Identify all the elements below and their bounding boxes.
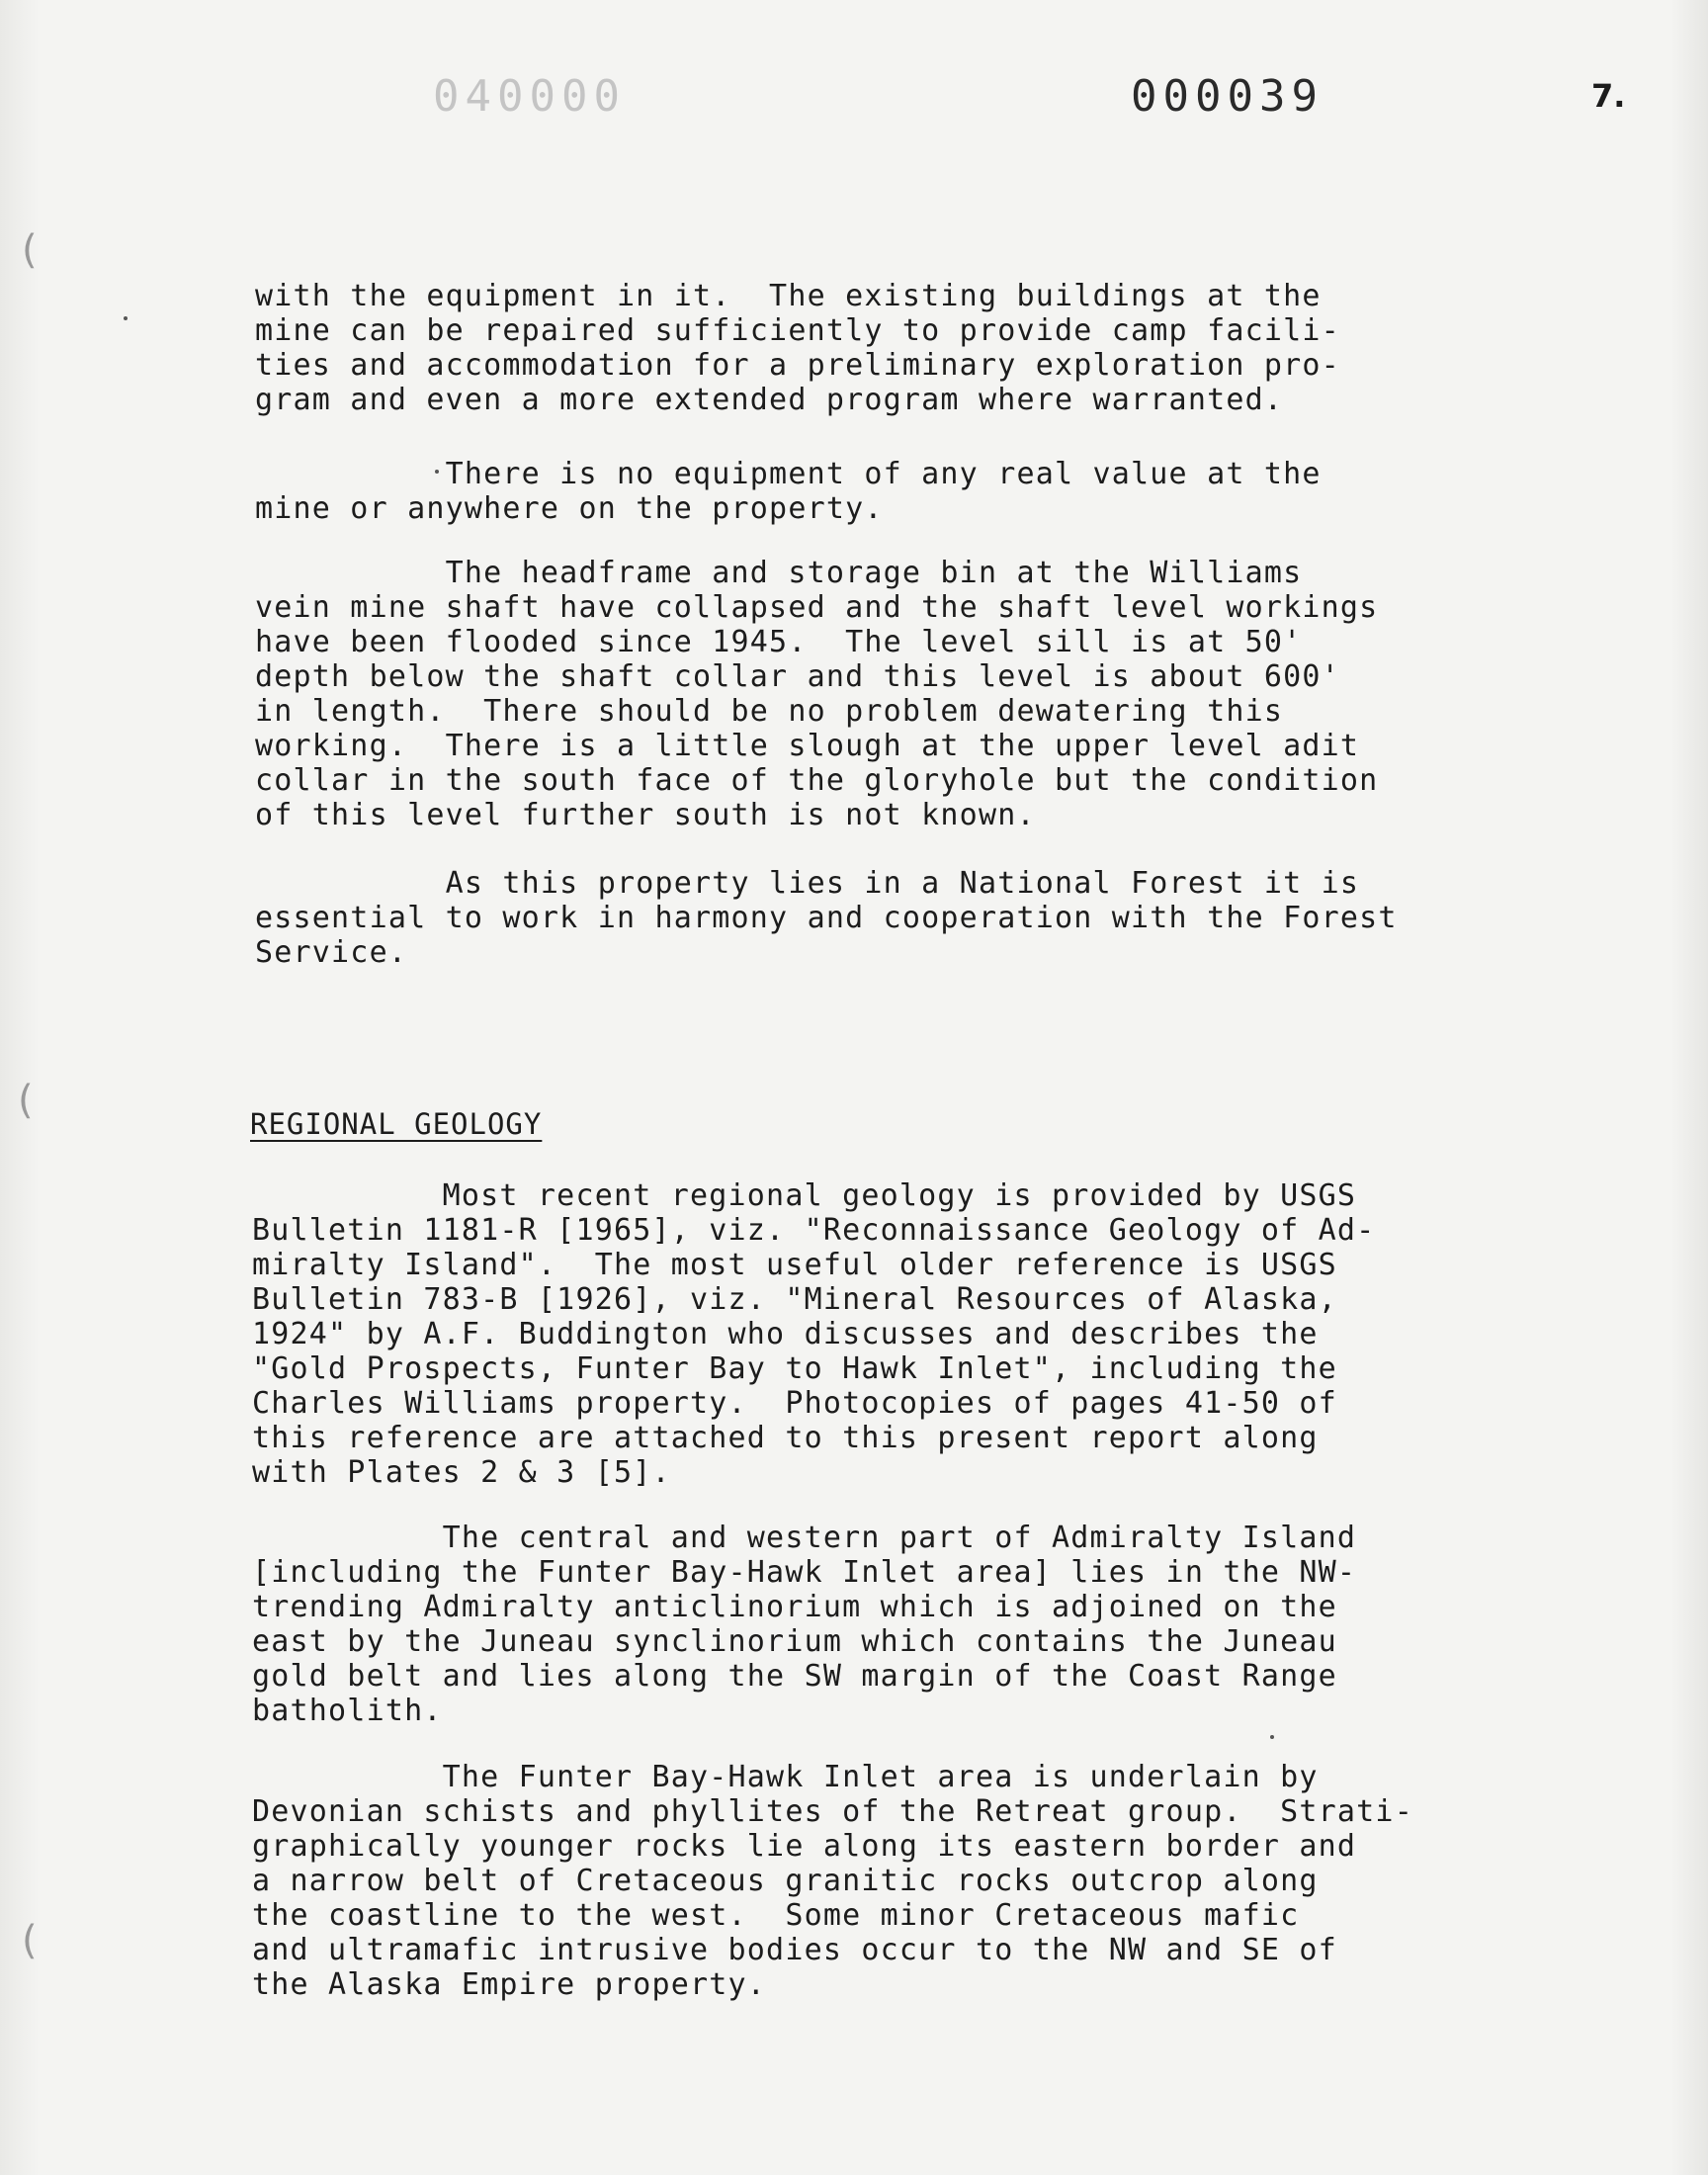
speck — [1270, 1735, 1274, 1739]
stamp-number: 000039 — [1131, 71, 1324, 122]
page-number: 7. — [1591, 77, 1626, 115]
paragraph-admiralty-anticlinorium: The central and western part of Admiralty Island [including the Funter Bay-Hawk Inlet area] lies in the NW- trending Admiralty anticlinorium which is adjoined on the east by the Juneau synclinorium which contains the Juneau gold belt and lies along the SW margin of the Coast Range batholith. — [252, 1521, 1357, 1728]
binder-hole-mark: ( — [22, 1918, 38, 1963]
paragraph-national-forest: As this property lies in a National Forest it is essential to work in harmony and cooperation with the Forest Service. — [255, 866, 1398, 970]
binder-hole-mark: ( — [22, 227, 38, 273]
faint-stamp-number: 040000 — [433, 71, 626, 122]
paragraph-regional-geology: Most recent regional geology is provided by USGS Bulletin 1181-R [1965], viz. "Reconnaissance Geology of Ad- miralty Island". The most useful older reference is USGS Bulletin 783-B [1926], viz. "Mineral Resources of Alaska, 1924" by A.F. Buddington who discusses and describes the "Gold Prospects, Funter Bay to Hawk Inlet", including the Charles Williams property. Photocopies of pages 41-50 of this reference are attached to this present report along with Plates 2 & 3 [5]. — [252, 1178, 1376, 1490]
speck — [124, 316, 128, 320]
binder-hole-mark: ( — [18, 1078, 34, 1123]
paragraph-funter-bay-rocks: The Funter Bay-Hawk Inlet area is underlain by Devonian schists and phyllites of the Retreat group. Strati- graphically younger rocks lie along its eastern border and a narrow belt of Cretaceous granitic rocks outcrop along the coastline to the west. Some minor Cretaceous mafic and ultramafic intrusive bodies occur to the NW and SE of the Alaska Empire property. — [252, 1760, 1413, 2002]
paragraph-headframe: The headframe and storage bin at the Williams vein mine shaft have collapsed and the shaft level workings have been flooded since 1945. The level sill is at 50' depth below the shaft collar and this level is about 600' in length. There should be no problem dewatering this working. There is a little slough at the upper level adit collar in the south face of the gloryhole but the condition of this level further south is not known. — [255, 556, 1379, 832]
paragraph-equipment: with the equipment in it. The existing buildings at the mine can be repaired sufficiently to provide camp facili- ties and accommodation for a preliminary exploration pro- gram and even a more extended program where warranted. — [255, 279, 1340, 417]
section-heading-regional-geology: REGIONAL GEOLOGY — [250, 1107, 543, 1141]
paragraph-no-equipment: There is no equipment of any real value at the mine or anywhere on the property. — [255, 457, 1322, 526]
